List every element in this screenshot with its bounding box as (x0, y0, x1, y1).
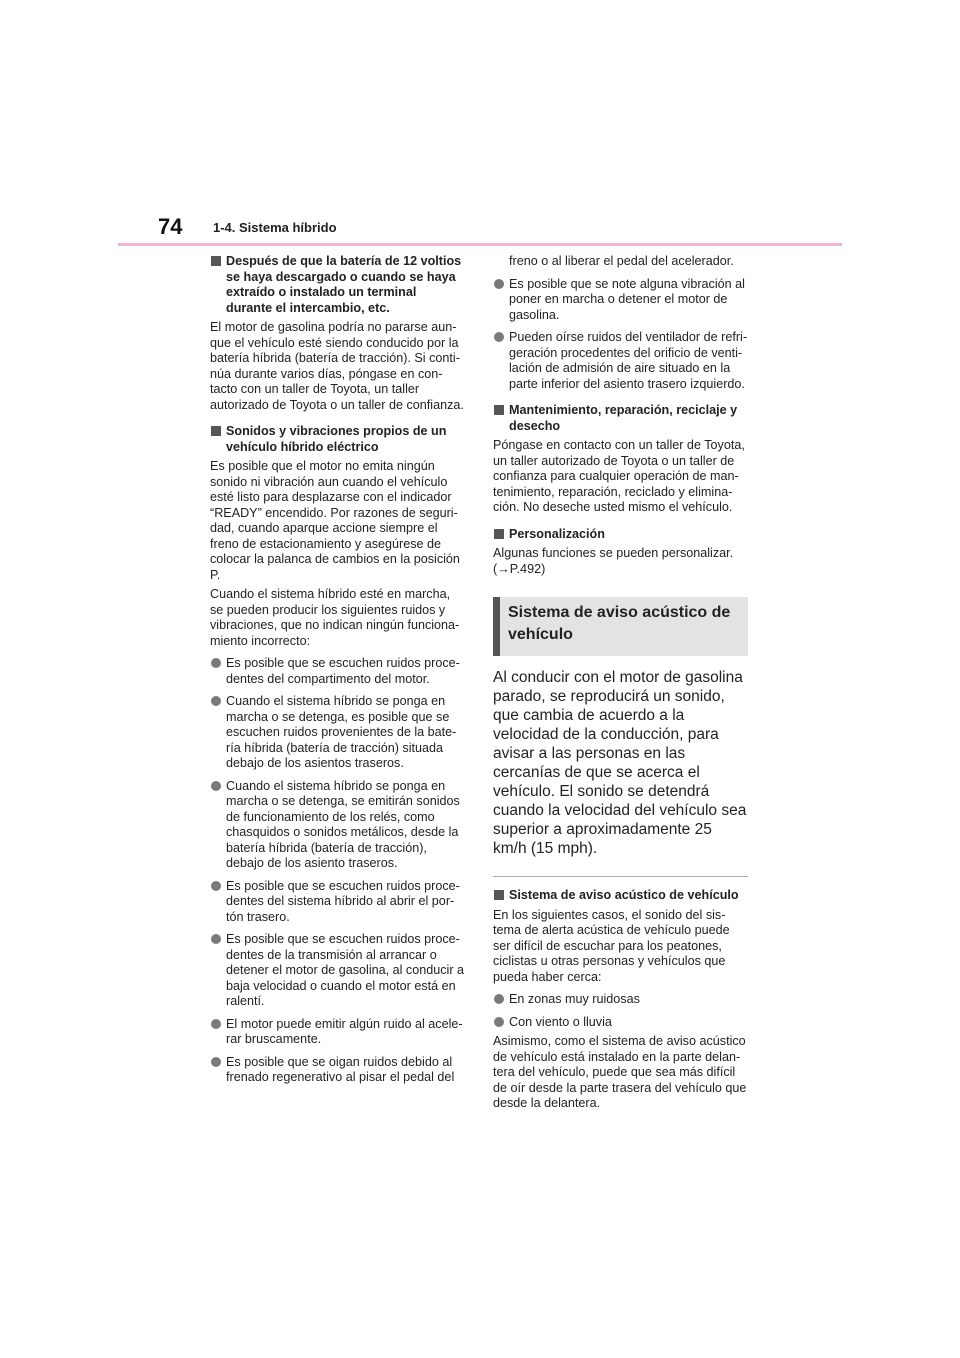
bullet-item: Es posible que se escuchen ruidos proce-dentes del compartimento del motor. (210, 656, 465, 687)
bullet-item: Cuando el sistema híbrido se ponga en marcha o se detenga, se emitirán sonidos de funcionamiento de los relés, como chasquidos o sonidos metálicos, desde la batería híbrida (batería de tracción), debajo de los asiento traseros. (210, 779, 465, 872)
bullet-item: Cuando el sistema híbrido se ponga en marcha o se detenga, es posible que se escuchen ruidos provenientes de la bate-ría híbrida (batería de tracción) situada debajo de los asientos traseros. (210, 694, 465, 772)
bullet-item: El motor puede emitir algún ruido al acele-rar bruscamente. (210, 1017, 465, 1048)
paragraph: En los siguientes casos, el sonido del sis-tema de alerta acústica de vehículo puede ser difícil de escuchar para los peatones, ciclistas u otras personas y vehículos que pueda haber cerca: (493, 907, 730, 984)
header-divider (118, 243, 842, 246)
bullet-item: Es posible que se oigan ruidos debido al frenado regenerativo al pisar el pedal del (210, 1055, 465, 1086)
paragraph: El motor de gasolina podría no pararse aun-que el vehículo esté siendo conducido por la batería híbrida (batería de tracción). Si conti-núa durante varios días, póngase en con-tacto con un taller de Toyota, un taller autorizado de Toyota o un taller de confianza. (210, 320, 464, 412)
bullet-item: Con viento o lluvia (493, 1015, 748, 1031)
bullet-item: En zonas muy ruidosas (493, 992, 748, 1008)
left-column (210, 254, 465, 1086)
paragraph: Asimismo, como el sistema de aviso acústico de vehículo está instalado en la parte delan-tera del vehículo, puede que sea más difícil de oír desde la parte trasera del vehículo que desde la delantera. (493, 1034, 747, 1110)
paragraph: Algunas funciones se pueden personalizar. (→P.492) (493, 546, 734, 576)
paragraph: Póngase en contacto con un taller de Toyota, un taller autorizado de Toyota o un taller de confianza para cualquier operación de man-tenimiento, reparación, reciclado y elimina-ción. No deseche usted mismo el vehículo. (493, 438, 745, 514)
subheading-sounds: Sonidos y vibraciones propios de un vehículo híbrido eléctrico (210, 424, 465, 455)
subheading-acoustic: Sistema de aviso acústico de vehículo (493, 888, 748, 904)
bullet-item: Pueden oírse ruidos del ventilador de refri-geración procedentes del orificio de venti-lación de admisión de aire situado en la parte inferior del asiento trasero izquierdo. (493, 330, 748, 392)
bullet-item: Es posible que se escuchen ruidos proce-dentes del sistema híbrido al abrir el por-tón trasero. (210, 879, 465, 926)
section-box (493, 597, 748, 656)
section-title: 1-4. Sistema híbrido (213, 220, 337, 235)
divider (493, 876, 748, 877)
bullet-item: Es posible que se escuchen ruidos proce-dentes de la transmisión al arrancar o detener el motor de gasolina, al conducir a baja velocidad o cuando el motor está en ralentí. (210, 932, 465, 1010)
page-number: 74 (158, 214, 183, 239)
bullet-continuation: freno o al liberar el pedal del acelerador. (509, 254, 734, 268)
paragraph: Es posible que el motor no emita ningún sonido ni vibración aun cuando el vehículo esté listo para desplazarse con el indicador “READY” encendido. Por razones de seguri-dad, cuando aparque accione siempre el freno de estacionamiento y asegúrese de colocar la palanca de cambios en la posición P. (210, 459, 460, 582)
intro-paragraph: Al conducir con el motor de gasolina parado, se reproducirá un sonido, que cambia de acuerdo a la velocidad de la conducción, para avisar a las personas en las cercanías de que se acerca el vehículo. El sonido se detendrá cuando la velocidad del vehículo sea superior a aproximadamente 25 km/h (15 mph). (493, 669, 747, 857)
right-column (493, 254, 748, 1112)
subheading-maintenance: Mantenimiento, reparación, reciclaje y desecho (493, 403, 748, 434)
section-box-title: Sistema de aviso acústico de vehículo (508, 604, 731, 643)
subheading-battery: Después de que la batería de 12 voltios se haya descargado o cuando se haya extraído o instalado un terminal durante el intercambio, etc. (210, 254, 465, 316)
paragraph: Cuando el sistema híbrido esté en marcha, se pueden producir los siguientes ruidos y vibraciones, que no indican ningún funciona-miento incorrecto: (210, 587, 460, 648)
bullet-item: Es posible que se note alguna vibración al poner en marcha o detener el motor de gasolina. (493, 277, 748, 324)
subheading-personalization: Personalización (493, 527, 748, 543)
